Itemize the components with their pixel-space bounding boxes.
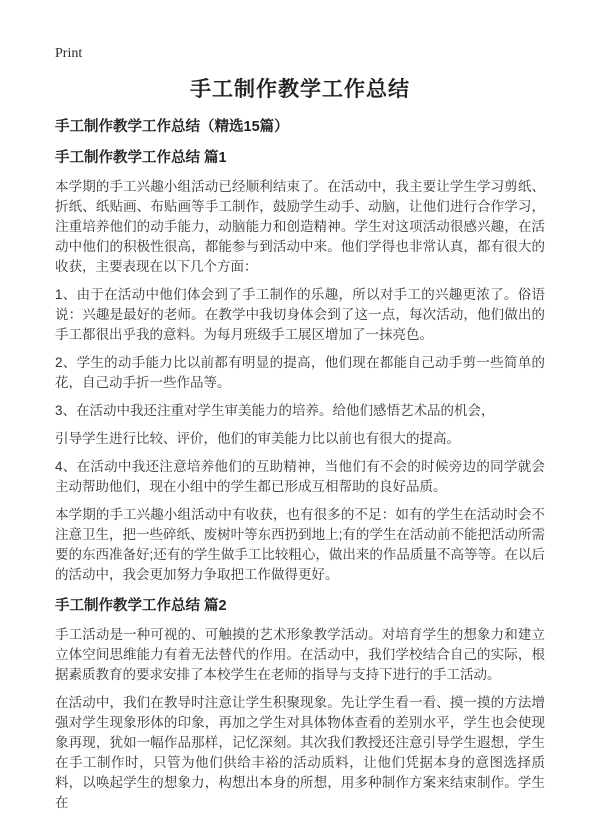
paragraph: 3、在活动中我还注重对学生审美能力的培养。给他们感悟艺术品的机会， [55, 403, 495, 418]
paragraph: 4、在活动中我还注意培养他们的互助精神，当他们有不会的时候旁边的同学就会主动帮助他们，现在小组中的学生都已形成互相帮助的良好品质。 [55, 459, 545, 494]
paragraph: 在活动中，我们在教导时注意让学生积聚现象。先让学生看一看、摸一摸的方法增强对学生现象形体的印象，再加之学生对具体物体查看的差别水平，学生也会使现象再现，犹如一幅作品那样，记忆深刻。其次我们教授还注意引导学生遐想，学生在手工制作时，只管为他们供给丰裕的活动质料，让他们凭据本身的意图选择质料，以唤起学生的想象力，构想出本身的所想，用多种制作方案来结束制作。学生在 [55, 695, 545, 810]
page-title: 手工制作教学工作总结 [190, 78, 410, 101]
document-subtitle: 手工制作教学工作总结（精选15篇） [55, 119, 289, 135]
print-link[interactable]: Print [55, 46, 83, 61]
paragraph: 2、学生的动手能力比以前都有明显的提高，他们现在都能自己动手剪一些简单的花，自己动手折一些作品等。 [55, 355, 545, 390]
paragraph: 1、由于在活动中他们体会到了手工制作的乐趣，所以对手工的兴趣更浓了。俗语说：兴趣是最好的老师。在教学中我切身体会到了这一点，每次活动，他们做出的手工都很出乎我的意料。为每月班级手工展区增加了一抹亮色。 [55, 287, 545, 342]
section-heading-2: 手工制作教学工作总结 篇2 [55, 598, 227, 614]
paragraph: 引导学生进行比较、评价，他们的审美能力比以前也有很大的提高。 [55, 431, 460, 446]
paragraph: 本学期的手工兴趣小组活动中有收获，也有很多的不足：如有的学生在活动时会不注意卫生，把一些碎纸、废树叶等东西扔到地上;有的学生在活动前不能把活动所需要的东西准备好;还有的学生做手工比较粗心，做出来的作品质量不高等等。在以后的活动中，我会更加努力争取把工作做得更好。 [55, 507, 545, 582]
section-heading-1: 手工制作教学工作总结 篇1 [55, 150, 227, 166]
paragraph: 本学期的手工兴趣小组活动已经顺利结束了。在活动中，我主要让学生学习剪纸、折纸、纸贴画、布贴画等手工制作，鼓励学生动手、动脑，让他们进行合作学习，注重培养他们的动手能力，动脑能力和创造精神。学生对这项活动很感兴趣，在活动中他们的积极性很高，都能参与到活动中来。他们学得也非常认真，都有很大的收获，主要表现在以下几个方面： [55, 179, 545, 274]
paragraph: 手工活动是一种可视的、可触摸的艺术形象教学活动。对培育学生的想象力和建立立体空间思维能力有着无法替代的作用。在活动中，我们学校结合自己的实际，根据素质教育的要求安排了本校学生在老师的指导与支持下进行的手工活动。 [55, 627, 545, 682]
